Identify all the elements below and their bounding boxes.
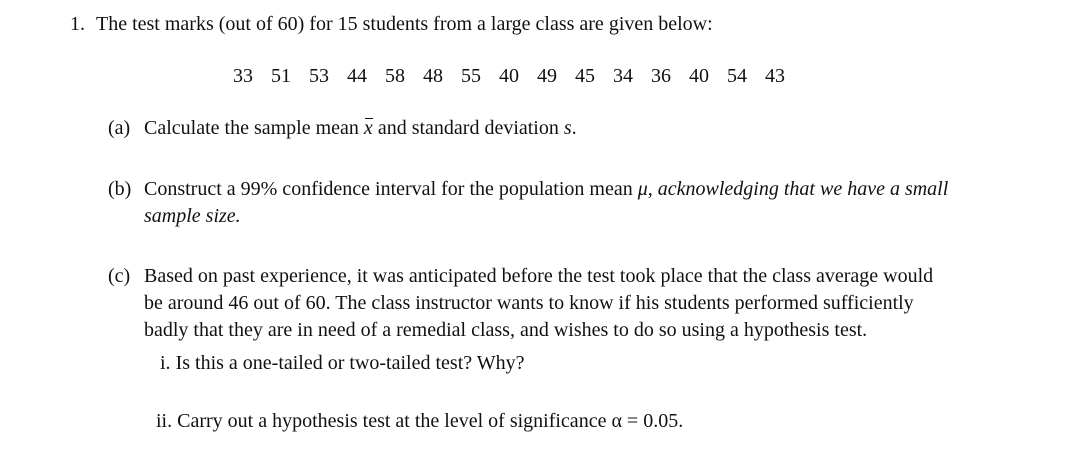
part-b-label: (b)	[108, 178, 132, 200]
part-a	[108, 116, 577, 140]
marks-list	[233, 64, 798, 88]
part-a-label: (a)	[108, 117, 131, 139]
mark-value: 33	[233, 65, 253, 87]
sub-i-text: Is this a one-tailed or two-tailed test? Why?	[175, 352, 525, 374]
question-title	[70, 12, 713, 36]
mark-value: 58	[385, 65, 405, 87]
alpha-value: α = 0.05	[611, 410, 679, 432]
part-c-sub-i	[160, 351, 525, 375]
part-c-sub-ii	[156, 409, 683, 433]
mark-value: 48	[423, 65, 443, 87]
mark-value: 51	[271, 65, 291, 87]
sample-mean-symbol: x	[363, 117, 373, 139]
part-c-line3: badly that they are in need of a remedial class, and wishes to do so using a hypothesis test.	[144, 319, 868, 341]
question-text: The test marks (out of 60) for 15 students from a large class are given below:	[96, 13, 713, 35]
part-b-italic-line1: , acknowledging that we have a small	[647, 178, 949, 200]
part-b-italic-line2: sample size.	[144, 205, 241, 227]
question-number: 1.	[70, 13, 85, 35]
mark-value: 40	[689, 65, 709, 87]
part-c-line1: Based on past experience, it was anticipated before the test took place that the class average would	[144, 265, 934, 287]
population-mean-symbol: μ	[637, 178, 648, 200]
mark-value: 36	[651, 65, 671, 87]
sub-ii-label: ii.	[156, 410, 173, 432]
mark-value: 49	[537, 65, 557, 87]
part-a-text-middle: and standard deviation	[372, 117, 564, 139]
mark-value: 54	[727, 65, 747, 87]
mark-value: 53	[309, 65, 329, 87]
mark-value: 40	[499, 65, 519, 87]
part-b	[108, 177, 948, 201]
mark-value: 45	[575, 65, 595, 87]
mark-value: 43	[765, 65, 785, 87]
mark-value: 44	[347, 65, 367, 87]
part-a-text-end: .	[571, 117, 577, 139]
sub-ii-text-end: .	[678, 410, 684, 432]
part-c	[108, 264, 933, 288]
mark-value: 55	[461, 65, 481, 87]
part-c-label: (c)	[108, 265, 131, 287]
sub-ii-text-before: Carry out a hypothesis test at the level of significance	[177, 410, 612, 432]
part-c-line2: be around 46 out of 60. The class instructor wants to know if his students performed sufficiently	[144, 292, 914, 314]
std-dev-symbol: s	[563, 117, 572, 139]
part-b-text-before: Construct a 99% confidence interval for the population mean	[144, 178, 638, 200]
part-a-text-before: Calculate the sample mean	[144, 117, 364, 139]
sub-i-label: i.	[160, 352, 171, 374]
mark-value: 34	[613, 65, 633, 87]
